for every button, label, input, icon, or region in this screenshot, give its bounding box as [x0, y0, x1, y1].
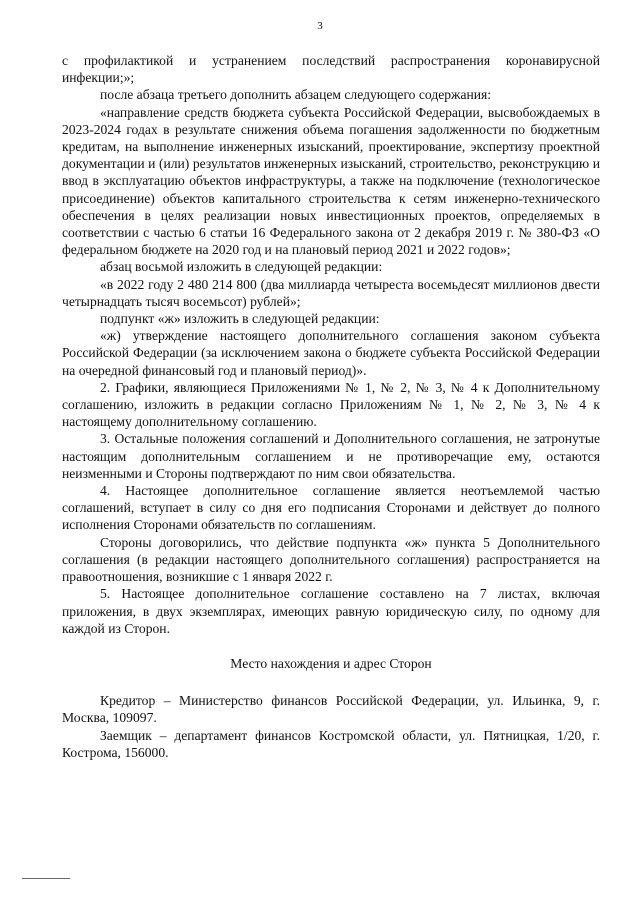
paragraph: «направление средств бюджета субъекта Российской Федерации, высвобождаемых в 2023-2024 годах в результате снижения объема погашения задолженности по бюджетным кредитам, на выполнение инженерных изысканий, проектирование, экспертизу проектной документации и (или) результатов инженерных изысканий, строительство, реконструкцию и ввод в эксплуатацию объектов инфраструктуры, а также на подключение (технологическое присоединение) объектов капитального строительства к сетям инженерно-технического обеспечения в целях реализации новых инвестиционных проектов, определяемых в соответствии с частью 6 статьи 16 Федерального закона от 2 декабря 2019 г. № 380-ФЗ «О федеральном бюджете на 2020 год и на плановый период 2021 и 2022 годов»;: [62, 104, 600, 258]
paragraph: 5. Настоящее дополнительное соглашение составлено на 7 листах, включая приложения, в двух экземплярах, имеющих равную юридическую силу, по одному для каждой из Сторон.: [62, 586, 600, 636]
paragraph: «ж) утверждение настоящего дополнительного соглашения законом субъекта Российской Федерации (за исключением закона о бюджете субъекта Российской Федерации на очередной финансовый год и плановый период)».: [62, 328, 600, 378]
paragraph: подпункт «ж» изложить в следующей редакции:: [100, 311, 380, 327]
paragraph: с профилактикой и устранением последствий распространения коронавирусной инфекции;»;: [62, 53, 600, 86]
page-number: 3: [317, 20, 323, 32]
paragraph: 2. Графики, являющиеся Приложениями № 1, № 2, № 3, № 4 к Дополнительному соглашению, изложить в редакции согласно Приложениям № 1, № 2, № 3, № 4 к настоящему дополнительному соглашению.: [62, 379, 600, 430]
creditor-address: Кредитор – Министерство финансов Российской Федерации, ул. Ильинка, 9, г. Москва, 109097.: [62, 693, 600, 726]
borrower-address: Заемщик – департамент финансов Костромской области, ул. Пятницкая, 1/20, г. Кострома, 156000.: [62, 727, 600, 760]
paragraph: 3. Остальные положения соглашений и Дополнительного соглашения, не затронутые настоящим дополнительным соглашением и не противоречащие ему, остаются неизменными и Стороны подтверждают по ним свои обязательства.: [62, 431, 600, 481]
addresses-heading: Место нахождения и адрес Сторон: [230, 655, 432, 671]
paragraph: Стороны договорились, что действие подпункта «ж» пункта 5 Дополнительного соглашения (в редакции настоящего дополнительного соглашения) распространяется на правоотношения, возникшие с 1 января 2022 г.: [62, 534, 600, 585]
paragraph: 4. Настоящее дополнительное соглашение является неотъемлемой частью соглашений, вступает в силу со дня его подписания Сторонами и действует до полного исполнения Сторонами обязательств по соглашениям.: [62, 483, 600, 533]
paragraph: после абзаца третьего дополнить абзацем следующего содержания:: [100, 87, 492, 103]
footer-divider: [22, 878, 70, 879]
paragraph: «в 2022 году 2 480 214 800 (два миллиарда четыреста восемьдесят миллионов двести четырнадцать тысяч восемьсот) рублей»;: [62, 276, 600, 309]
document-body: [62, 0, 600, 761]
paragraph: абзац восьмой изложить в следующей редакции:: [100, 259, 383, 275]
